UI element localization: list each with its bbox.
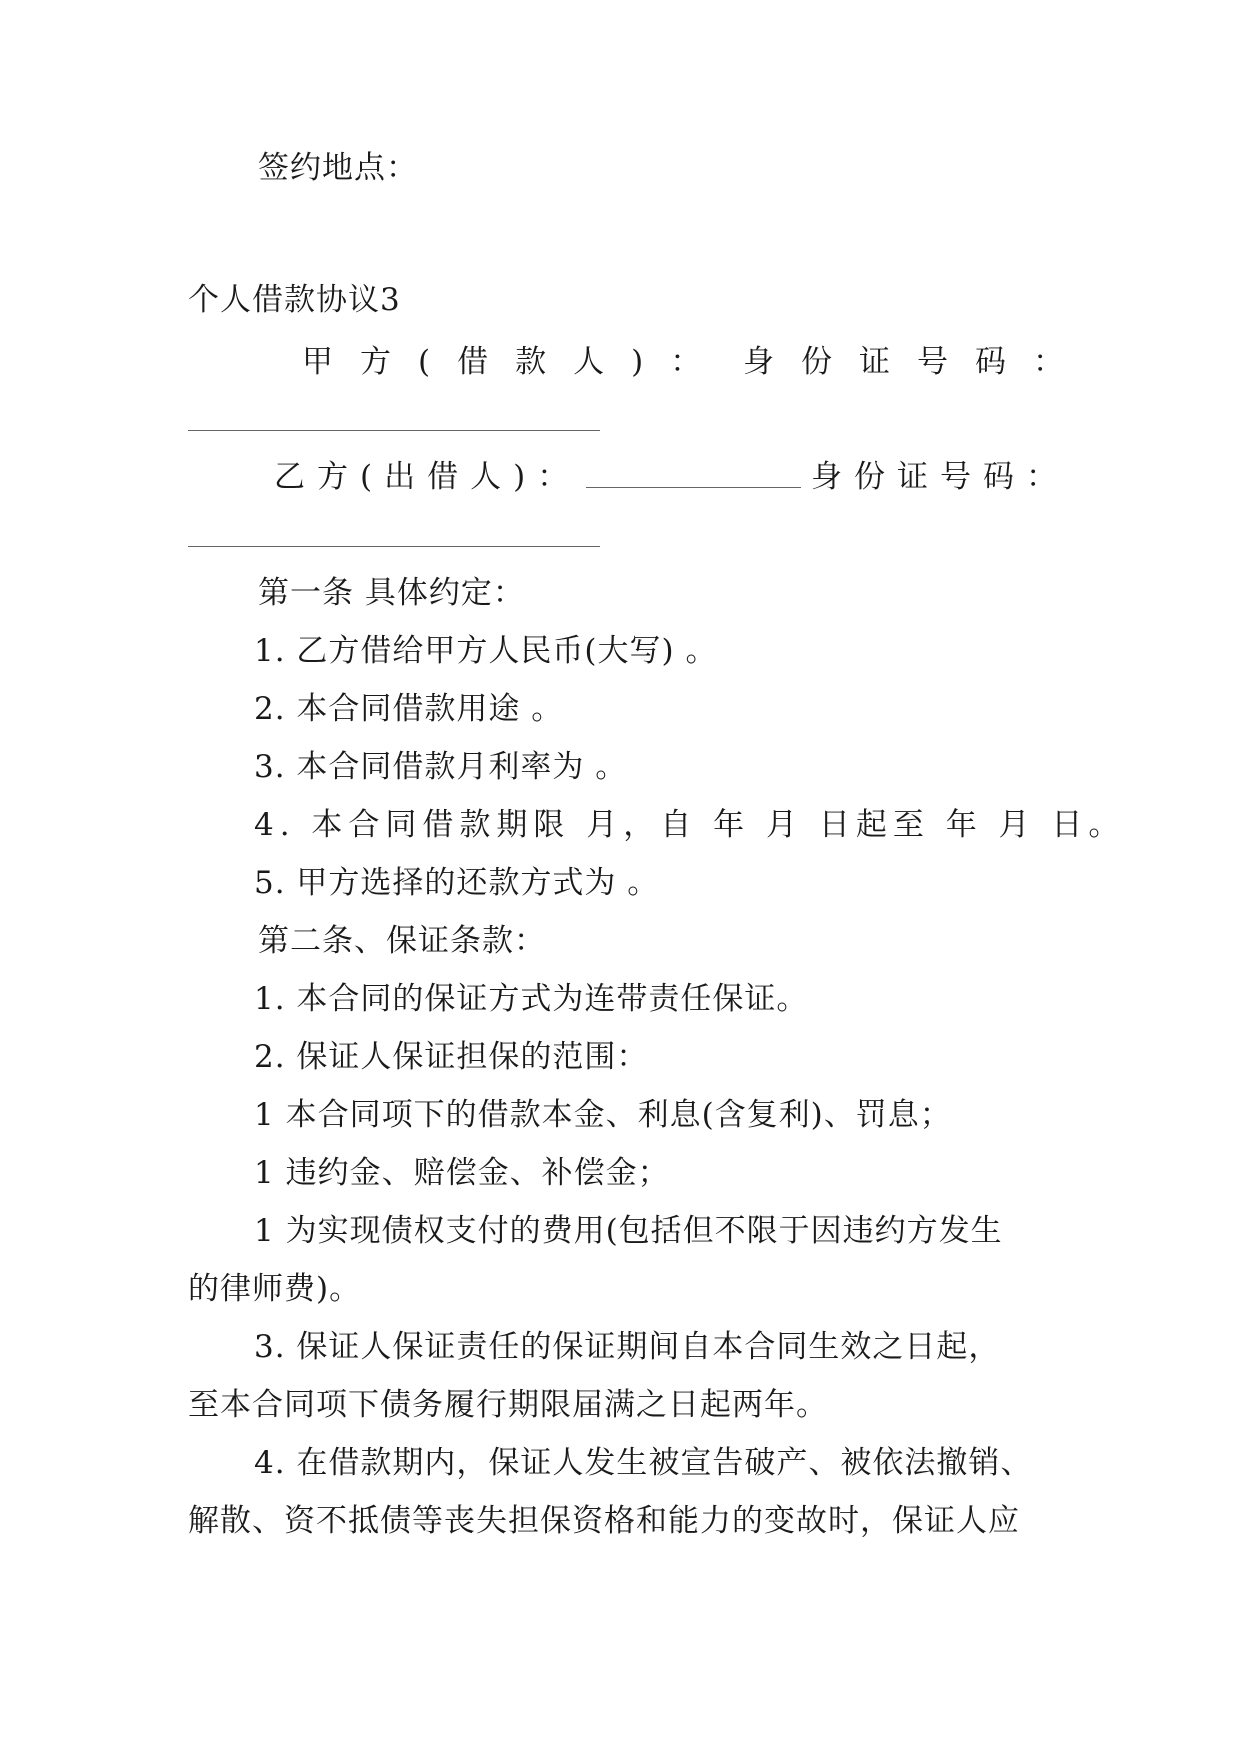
article-1-heading: 第一条 具体约定： bbox=[258, 575, 525, 611]
article-1-item-4: 4. 本合同借款期限 月，自 年 月 日起至 年 月 日。 bbox=[254, 807, 1126, 843]
article-2-item-2: 2. 保证人保证担保的范围： bbox=[254, 1039, 649, 1075]
document-title: 个人借款协议3 bbox=[188, 282, 401, 318]
party-b-name-blank-line bbox=[586, 487, 801, 488]
article-2-item-1: 1. 本合同的保证方式为连带责任保证。 bbox=[254, 981, 809, 1017]
article-2-item-4-line-2: 解散、资不抵债等丧失担保资格和能力的变故时，保证人应 bbox=[188, 1503, 1020, 1539]
article-2-item-4-line-1: 4. 在借款期内，保证人发生被宣告破产、被依法撤销、 bbox=[254, 1445, 1033, 1481]
article-2-sub-1: 1 本合同项下的借款本金、利息(含复利)、罚息； bbox=[254, 1097, 952, 1133]
article-2-item-3-line-2: 至本合同项下债务履行期限届满之日起两年。 bbox=[188, 1387, 828, 1423]
sign-place-label: 签约地点： bbox=[258, 150, 418, 186]
article-2-item-3-line-1: 3. 保证人保证责任的保证期间自本合同生效之日起， bbox=[254, 1329, 1001, 1365]
article-1-item-1: 1. 乙方借给甲方人民币(大写) 。 bbox=[254, 633, 718, 669]
article-1-item-2: 2. 本合同借款用途 。 bbox=[254, 691, 564, 727]
party-a-id-label: 身份证号码： bbox=[743, 344, 1091, 380]
party-b-id-blank-line bbox=[188, 546, 600, 547]
article-1-item-3: 3. 本合同借款月利率为 。 bbox=[254, 749, 628, 785]
party-b-label: 乙方(出借人)： bbox=[274, 459, 581, 495]
party-a-id-blank-line bbox=[188, 430, 600, 431]
article-2-sub-2: 1 违约金、赔偿金、补偿金； bbox=[254, 1155, 670, 1191]
party-a-label: 甲方(借款人)： bbox=[302, 344, 729, 380]
party-b-id-label: 身份证号码： bbox=[811, 459, 1069, 495]
article-2-sub-3-line-2: 的律师费)。 bbox=[188, 1271, 362, 1307]
article-2-sub-3-line-1: 1 为实现债权支付的费用(包括但不限于因违约方发生 bbox=[254, 1213, 1003, 1249]
article-2-heading: 第二条、保证条款： bbox=[258, 923, 546, 959]
article-1-item-5: 5. 甲方选择的还款方式为 。 bbox=[254, 865, 660, 901]
